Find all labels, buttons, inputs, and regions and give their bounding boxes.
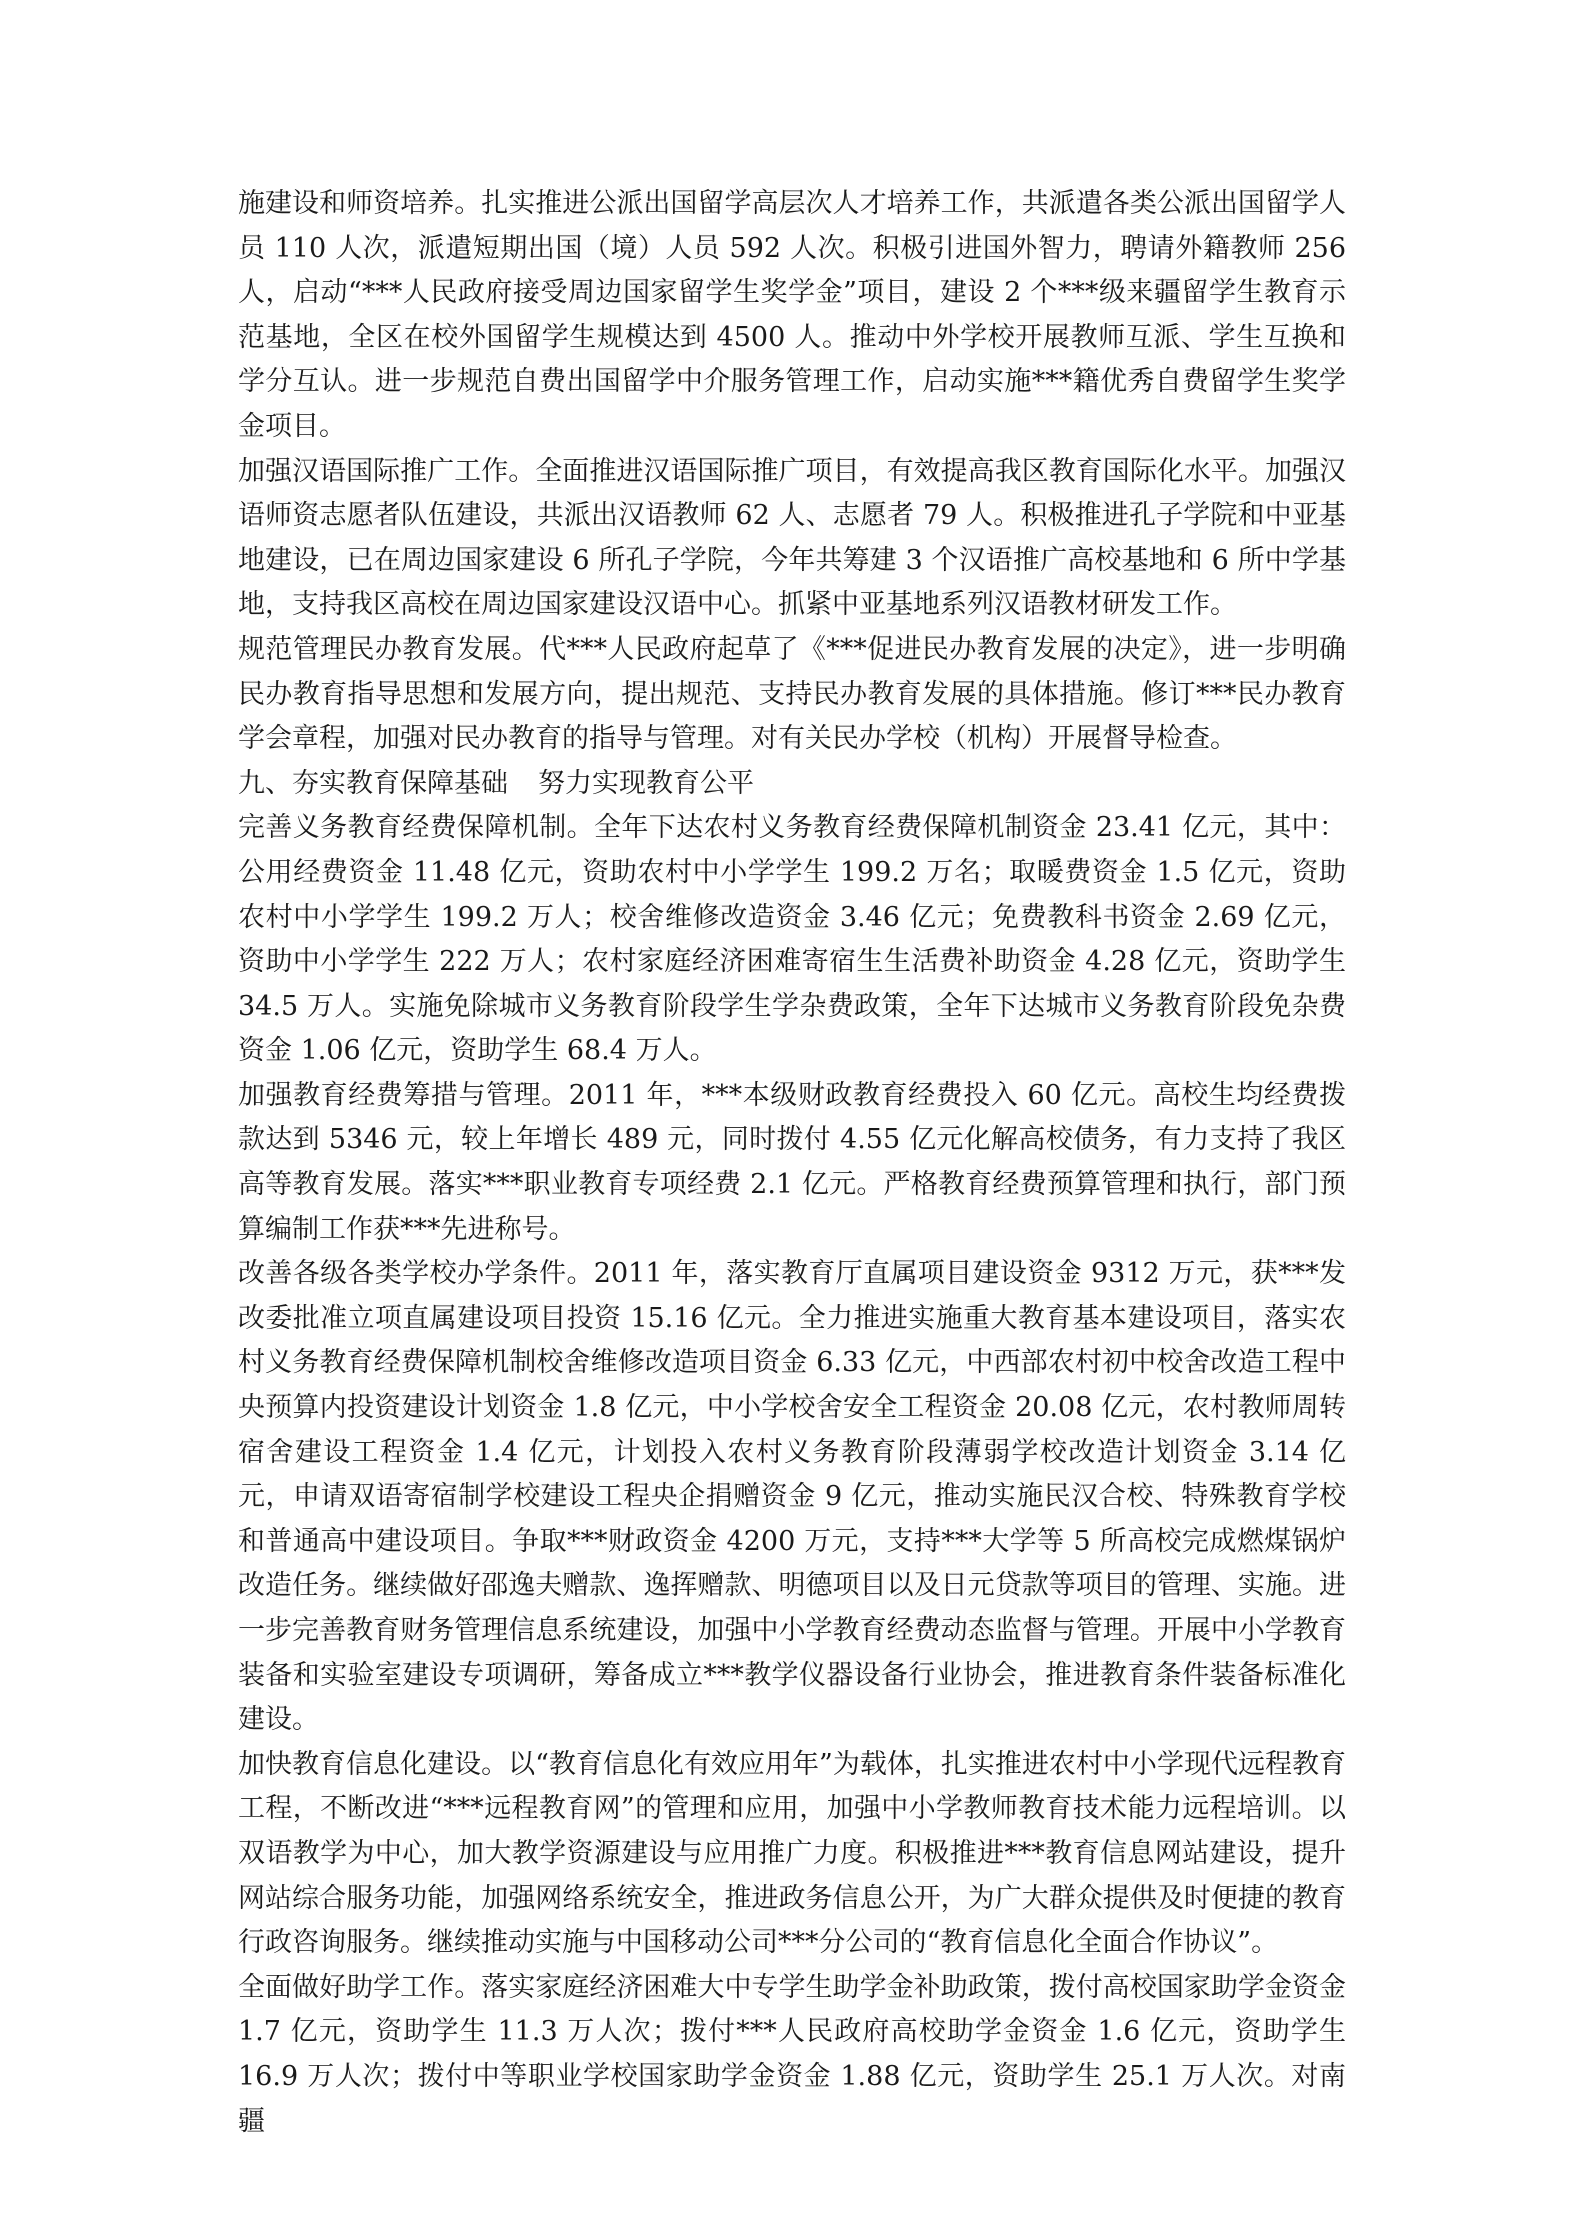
section-heading: [238, 762, 1346, 807]
paragraph-international-exchange: 施建设和师资培养。扎实推进公派出国留学高层次人才培养工作，共派遣各类公派出国留学人员 110 人次，派遣短期出国（境）人员 592 人次。积极引进国外智力，聘请外籍教师 256 人，启动“***人民政府接受周边国家留学生奖学金”项目，建设 2 个***级来疆留学生教育示范基地，全区在校外国留学生规模达到 4500 人。推动中外学校开展教师互派、学生互换和学分互认。进一步规范自费出国留学中介服务管理工作，启动实施***籍优秀自费留学生奖学金项目。: [238, 188, 1346, 442]
paragraph-compulsory-funding: 完善义务教育经费保障机制。全年下达农村义务教育经费保障机制资金 23.41 亿元，其中：公用经费资金 11.48 亿元，资助农村中小学学生 199.2 万名；取暖费资金 1.5 亿元，资助农村中小学学生 199.2 万人；校舍维修改造资金 3.46 亿元；免费教科书资金 2.69 亿元，资助中小学学生 222 万人；农村家庭经济困难寄宿生生活费补助资金 4.28 亿元，资助学生 34.5 万人。实施免除城市义务教育阶段学生学杂费政策，全年下达城市义务教育阶段免杂费资金 1.06 亿元，资助学生 68.4 万人。: [238, 812, 1346, 1067]
paragraph-informatization: 加快教育信息化建设。以“教育信息化有效应用年”为载体，扎实推进农村中小学现代远程教育工程，不断改进“***远程教育网”的管理和应用，加强中小学教师教育技术能力远程培训。以双语教学为中心，加大教学资源建设与应用推广力度。积极推进***教育信息网站建设，提升网站综合服务功能，加强网络系统安全，推进政务信息公开，为广大群众提供及时便捷的教育行政咨询服务。继续推动实施与中国移动公司***分公司的“教育信息化全面合作协议”。: [238, 1748, 1346, 1959]
paragraph-chinese-promotion: 加强汉语国际推广工作。全面推进汉语国际推广项目，有效提高我区教育国际化水平。加强汉语师资志愿者队伍建设，共派出汉语教师 62 人、志愿者 79 人。积极推进孔子学院和中亚基地建设，已在周边国家建设 6 所孔子学院，今年共筹建 3 个汉语推广高校基地和 6 所中学基地，支持我区高校在周边国家建设汉语中心。抓紧中亚基地系列汉语教材研发工作。: [238, 455, 1346, 621]
paragraph-school-conditions: 改善各级各类学校办学条件。2011 年，落实教育厅直属项目建设资金 9312 万元，获***发改委批准立项直属建设项目投资 15.16 亿元。全力推进实施重大教育基本建设项目，落实农村义务教育经费保障机制校舍维修改造项目资金 6.33 亿元，中西部农村初中校舍改造工程中央预算内投资建设计划资金 1.8 亿元，中小学校舍安全工程资金 20.08 亿元，农村教师周转宿舍建设工程资金 1.4 亿元，计划投入农村义务教育阶段薄弱学校改造计划资金 3.14 亿元，申请双语寄宿制学校建设工程央企捐赠资金 9 亿元，推动实施民汉合校、特殊教育学校和普通高中建设项目。争取***财政资金 4200 万元，支持***大学等 5 所高校完成燃煤锅炉改造任务。继续做好邵逸夫赠款、逸挥赠款、明德项目以及日元贷款等项目的管理、实施。进一步完善教育财务管理信息系统建设，加强中小学教育经费动态监督与管理。开展中小学教育装备和实验室建设专项调研，筹备成立***教学仪器设备行业协会，推进教育条件装备标准化建设。: [238, 1258, 1346, 1736]
section-heading-part1: 九、夯实教育保障基础: [238, 767, 508, 799]
paragraph-private-education: 规范管理民办教育发展。代***人民政府起草了《***促进民办教育发展的决定》，进一步明确民办教育指导思想和发展方向，提出规范、支持民办教育发展的具体措施。修订***民办教育学会章程，加强对民办教育的指导与管理。对有关民办学校（机构）开展督导检查。: [238, 633, 1346, 755]
document-body: [238, 182, 1346, 2144]
paragraph-funding-management: 加强教育经费筹措与管理。2011 年，***本级财政教育经费投入 60 亿元。高校生均经费拨款达到 5346 元，较上年增长 489 元，同时拨付 4.55 亿元化解高校债务，有力支持了我区高等教育发展。落实***职业教育专项经费 2.1 亿元。严格教育经费预算管理和执行，部门预算编制工作获***先进称号。: [238, 1079, 1346, 1245]
section-heading-part2: 努力实现教育公平: [538, 767, 754, 799]
paragraph-student-aid: 全面做好助学工作。落实家庭经济困难大中专学生助学金补助政策，拨付高校国家助学金资金 1.7 亿元，资助学生 11.3 万人次；拨付***人民政府高校助学金资金 1.6 亿元，资助学生 16.9 万人次；拨付中等职业学校国家助学金资金 1.88 亿元，资助学生 25.1 万人次。对南疆: [238, 1971, 1346, 2137]
